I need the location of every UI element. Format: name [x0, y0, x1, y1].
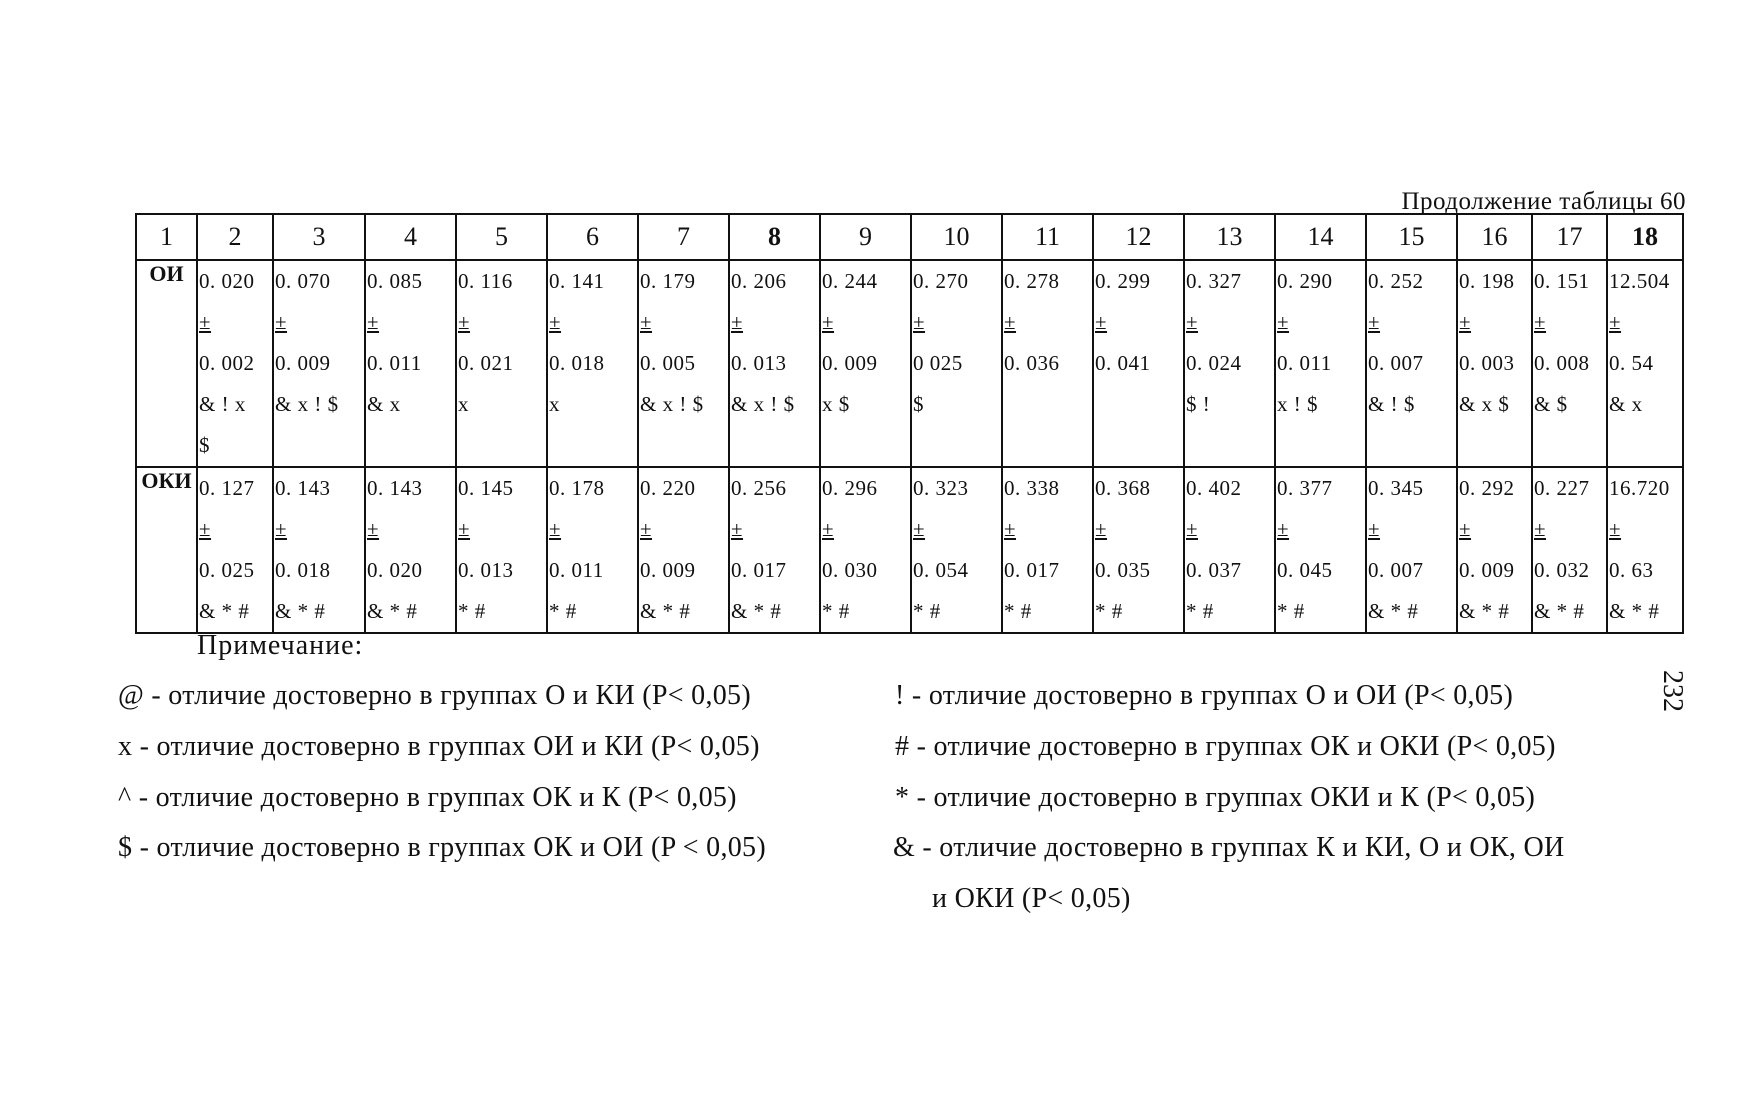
cell-marks: & x ! $ — [640, 392, 704, 416]
note-left-4: $ - отличие достоверно в группах ОК и ОИ (P < 0,05) — [118, 832, 766, 863]
cell-mean: 0. 270 — [913, 269, 969, 293]
cell-error: 0. 009 — [1459, 558, 1515, 582]
cell-plusminus: ± — [1368, 310, 1381, 334]
cell-marks: & * # — [731, 599, 782, 623]
cell-mean: 0. 178 — [549, 476, 605, 500]
cell-mean: 0. 198 — [1459, 269, 1515, 293]
table-cell — [1366, 260, 1457, 467]
cell-plusminus: ± — [275, 517, 288, 541]
header-cell: 6 — [547, 214, 638, 260]
cell-marks: * # — [1004, 599, 1032, 623]
table-cell — [1002, 260, 1093, 467]
cell-plusminus: ± — [1534, 310, 1547, 334]
cell-error: 0. 63 — [1609, 558, 1654, 582]
cell-error: 0. 005 — [640, 351, 696, 375]
cell-mean: 0. 338 — [1004, 476, 1060, 500]
cell-marks: & * # — [1534, 599, 1585, 623]
cell-plusminus: ± — [640, 310, 653, 334]
cell-plusminus: ± — [913, 517, 926, 541]
cell-plusminus: ± — [731, 517, 744, 541]
table-cell — [1184, 260, 1275, 467]
cell-plusminus: ± — [367, 517, 380, 541]
table-cell — [456, 467, 547, 633]
cell-plusminus: ± — [1609, 517, 1622, 541]
cell-plusminus: ± — [822, 310, 835, 334]
cell-mean: 0. 141 — [549, 269, 605, 293]
cell-error: 0. 020 — [367, 558, 423, 582]
table-cell — [547, 260, 638, 467]
note-right-4: & - отличие достоверно в группах К и КИ, О и ОК, ОИ — [893, 832, 1565, 863]
table-cell — [638, 260, 729, 467]
cell-marks: * # — [1277, 599, 1305, 623]
cell-plusminus: ± — [1459, 517, 1472, 541]
cell-plusminus: ± — [1534, 517, 1547, 541]
cell-plusminus: ± — [1368, 517, 1381, 541]
cell-marks: x ! $ — [1277, 392, 1318, 416]
header-cell: 10 — [911, 214, 1002, 260]
cell-plusminus: ± — [549, 310, 562, 334]
table-cell — [1093, 260, 1184, 467]
header-cell: 7 — [638, 214, 729, 260]
header-cell: 11 — [1002, 214, 1093, 260]
cell-plusminus: ± — [1186, 517, 1199, 541]
header-cell: 5 — [456, 214, 547, 260]
cell-mean: 0. 290 — [1277, 269, 1333, 293]
header-cell: 17 — [1532, 214, 1607, 260]
cell-marks: $ — [913, 392, 924, 416]
cell-marks: x — [549, 392, 560, 416]
cell-mean: 0. 377 — [1277, 476, 1333, 500]
cell-plusminus: ± — [1095, 517, 1108, 541]
cell-error: 0. 003 — [1459, 351, 1515, 375]
header-cell: 18 — [1607, 214, 1683, 260]
cell-error: 0. 017 — [1004, 558, 1060, 582]
table-cell — [273, 260, 365, 467]
row-label: ОИ — [136, 260, 197, 467]
table-caption: Продолжение таблицы 60 — [1401, 188, 1686, 215]
cell-marks: & ! $ — [1368, 392, 1415, 416]
cell-error: 0. 021 — [458, 351, 514, 375]
table-row — [136, 260, 1683, 467]
cell-plusminus: ± — [913, 310, 926, 334]
data-table — [135, 213, 1684, 634]
cell-mean: 0. 327 — [1186, 269, 1242, 293]
cell-marks: & x ! $ — [275, 392, 339, 416]
cell-marks: & * # — [1609, 599, 1660, 623]
cell-marks: & x — [1609, 392, 1643, 416]
cell-plusminus: ± — [199, 517, 212, 541]
note-right-3: * - отличие достоверно в группах ОКИ и К (P< 0,05) — [895, 782, 1536, 813]
cell-plusminus: ± — [1277, 517, 1290, 541]
table-cell — [911, 260, 1002, 467]
cell-marks: $ — [199, 433, 210, 457]
cell-error: 0. 041 — [1095, 351, 1151, 375]
table-cell — [1366, 467, 1457, 633]
cell-marks: & * # — [1368, 599, 1419, 623]
table-cell — [911, 467, 1002, 633]
header-cell: 14 — [1275, 214, 1366, 260]
cell-mean: 0. 085 — [367, 269, 423, 293]
cell-marks: * # — [1186, 599, 1214, 623]
cell-mean: 0. 227 — [1534, 476, 1590, 500]
cell-mean: 16.720 — [1609, 476, 1670, 500]
table-cell — [197, 467, 273, 633]
cell-mean: 0. 020 — [199, 269, 255, 293]
cell-error: 0. 018 — [549, 351, 605, 375]
cell-marks: & * # — [640, 599, 691, 623]
cell-mean: 0. 402 — [1186, 476, 1242, 500]
cell-error: 0. 035 — [1095, 558, 1151, 582]
header-cell: 4 — [365, 214, 456, 260]
cell-mean: 0. 116 — [458, 269, 513, 293]
table-cell — [1002, 467, 1093, 633]
cell-plusminus: ± — [1095, 310, 1108, 334]
cell-marks: & * # — [367, 599, 418, 623]
cell-error: 0. 013 — [458, 558, 514, 582]
cell-marks: & $ — [1534, 392, 1568, 416]
header-cell: 13 — [1184, 214, 1275, 260]
table-cell — [1184, 467, 1275, 633]
cell-mean: 0. 143 — [367, 476, 423, 500]
cell-plusminus: ± — [1459, 310, 1472, 334]
table-cell — [1457, 260, 1532, 467]
cell-error: 0. 013 — [731, 351, 787, 375]
table-cell — [1607, 260, 1683, 467]
cell-error: 0. 007 — [1368, 351, 1424, 375]
cell-mean: 0. 220 — [640, 476, 696, 500]
table-row — [136, 467, 1683, 633]
cell-mean: 0. 244 — [822, 269, 878, 293]
cell-error: 0. 009 — [275, 351, 331, 375]
cell-mean: 0. 323 — [913, 476, 969, 500]
header-cell: 9 — [820, 214, 911, 260]
cell-error: 0. 032 — [1534, 558, 1590, 582]
cell-error: 0. 54 — [1609, 351, 1654, 375]
note-left-2: x - отличие достоверно в группах ОИ и КИ (P< 0,05) — [118, 731, 760, 762]
table-cell — [1275, 260, 1366, 467]
cell-error: 0. 011 — [1277, 351, 1332, 375]
cell-marks: x — [458, 392, 469, 416]
cell-error: 0. 054 — [913, 558, 969, 582]
cell-plusminus: ± — [458, 517, 471, 541]
cell-plusminus: ± — [1277, 310, 1290, 334]
notes-title: Примечание: — [197, 630, 364, 661]
table-cell — [1532, 467, 1607, 633]
table-cell — [197, 260, 273, 467]
cell-error: 0. 009 — [640, 558, 696, 582]
note-left-1: @ - отличие достоверно в группах О и КИ (P< 0,05) — [118, 680, 751, 711]
cell-mean: 0. 296 — [822, 476, 878, 500]
page-number: 232 — [1657, 670, 1688, 712]
cell-plusminus: ± — [1004, 517, 1017, 541]
cell-error: 0. 036 — [1004, 351, 1060, 375]
cell-plusminus: ± — [822, 517, 835, 541]
cell-mean: 12.504 — [1609, 269, 1670, 293]
cell-marks: x $ — [822, 392, 850, 416]
cell-plusminus: ± — [367, 310, 380, 334]
note-right-5: и ОКИ (P< 0,05) — [932, 883, 1131, 914]
header-cell: 8 — [729, 214, 820, 260]
cell-plusminus: ± — [1609, 310, 1622, 334]
header-cell: 1 — [136, 214, 197, 260]
cell-marks: * # — [549, 599, 577, 623]
cell-marks: $ ! — [1186, 392, 1211, 416]
cell-mean: 0. 299 — [1095, 269, 1151, 293]
cell-error: 0. 024 — [1186, 351, 1242, 375]
table-cell — [273, 467, 365, 633]
cell-marks: & * # — [275, 599, 326, 623]
cell-plusminus: ± — [199, 310, 212, 334]
cell-error: 0. 030 — [822, 558, 878, 582]
cell-plusminus: ± — [640, 517, 653, 541]
table-cell — [547, 467, 638, 633]
table-cell — [729, 260, 820, 467]
cell-marks: & x ! $ — [731, 392, 795, 416]
cell-mean: 0. 292 — [1459, 476, 1515, 500]
cell-error: 0. 018 — [275, 558, 331, 582]
table-cell — [729, 467, 820, 633]
cell-error: 0. 008 — [1534, 351, 1590, 375]
note-left-3: ^ - отличие достоверно в группах ОК и К (P< 0,05) — [118, 782, 737, 813]
table-cell — [365, 467, 456, 633]
cell-marks: & ! x — [199, 392, 246, 416]
table-cell — [820, 260, 911, 467]
table-cell — [1607, 467, 1683, 633]
cell-mean: 0. 368 — [1095, 476, 1151, 500]
table-cell — [456, 260, 547, 467]
header-row — [136, 214, 1683, 260]
cell-mean: 0. 252 — [1368, 269, 1424, 293]
cell-plusminus: ± — [731, 310, 744, 334]
cell-mean: 0. 151 — [1534, 269, 1590, 293]
table-cell — [365, 260, 456, 467]
cell-plusminus: ± — [549, 517, 562, 541]
cell-error: 0. 002 — [199, 351, 255, 375]
note-right-2: # - отличие достоверно в группах ОК и ОКИ (P< 0,05) — [895, 731, 1556, 762]
cell-error: 0. 017 — [731, 558, 787, 582]
cell-error: 0. 037 — [1186, 558, 1242, 582]
cell-marks: * # — [1095, 599, 1123, 623]
cell-error: 0. 011 — [549, 558, 604, 582]
table-cell — [820, 467, 911, 633]
cell-error: 0. 025 — [199, 558, 255, 582]
cell-marks: & x — [367, 392, 401, 416]
cell-plusminus: ± — [275, 310, 288, 334]
table-cell — [638, 467, 729, 633]
cell-plusminus: ± — [458, 310, 471, 334]
cell-marks: & x $ — [1459, 392, 1510, 416]
cell-error: 0. 011 — [367, 351, 422, 375]
row-label: ОКИ — [136, 467, 197, 633]
header-cell: 2 — [197, 214, 273, 260]
cell-mean: 0. 345 — [1368, 476, 1424, 500]
table-cell — [1457, 467, 1532, 633]
cell-error: 0. 007 — [1368, 558, 1424, 582]
cell-marks: * # — [458, 599, 486, 623]
table-cell — [1532, 260, 1607, 467]
cell-plusminus: ± — [1004, 310, 1017, 334]
cell-error: 0. 045 — [1277, 558, 1333, 582]
header-cell: 15 — [1366, 214, 1457, 260]
cell-error: 0. 009 — [822, 351, 878, 375]
cell-mean: 0. 206 — [731, 269, 787, 293]
header-cell: 16 — [1457, 214, 1532, 260]
cell-mean: 0. 070 — [275, 269, 331, 293]
cell-mean: 0. 256 — [731, 476, 787, 500]
cell-marks: * # — [822, 599, 850, 623]
cell-error: 0 025 — [913, 351, 963, 375]
cell-mean: 0. 278 — [1004, 269, 1060, 293]
header-cell: 12 — [1093, 214, 1184, 260]
header-cell: 3 — [273, 214, 365, 260]
note-right-1: ! - отличие достоверно в группах О и ОИ (P< 0,05) — [895, 680, 1514, 711]
cell-marks: & * # — [199, 599, 250, 623]
cell-mean: 0. 179 — [640, 269, 696, 293]
cell-marks: & * # — [1459, 599, 1510, 623]
cell-plusminus: ± — [1186, 310, 1199, 334]
table-cell — [1093, 467, 1184, 633]
cell-mean: 0. 127 — [199, 476, 255, 500]
cell-mean: 0. 143 — [275, 476, 331, 500]
cell-mean: 0. 145 — [458, 476, 514, 500]
cell-marks: * # — [913, 599, 941, 623]
table-cell — [1275, 467, 1366, 633]
